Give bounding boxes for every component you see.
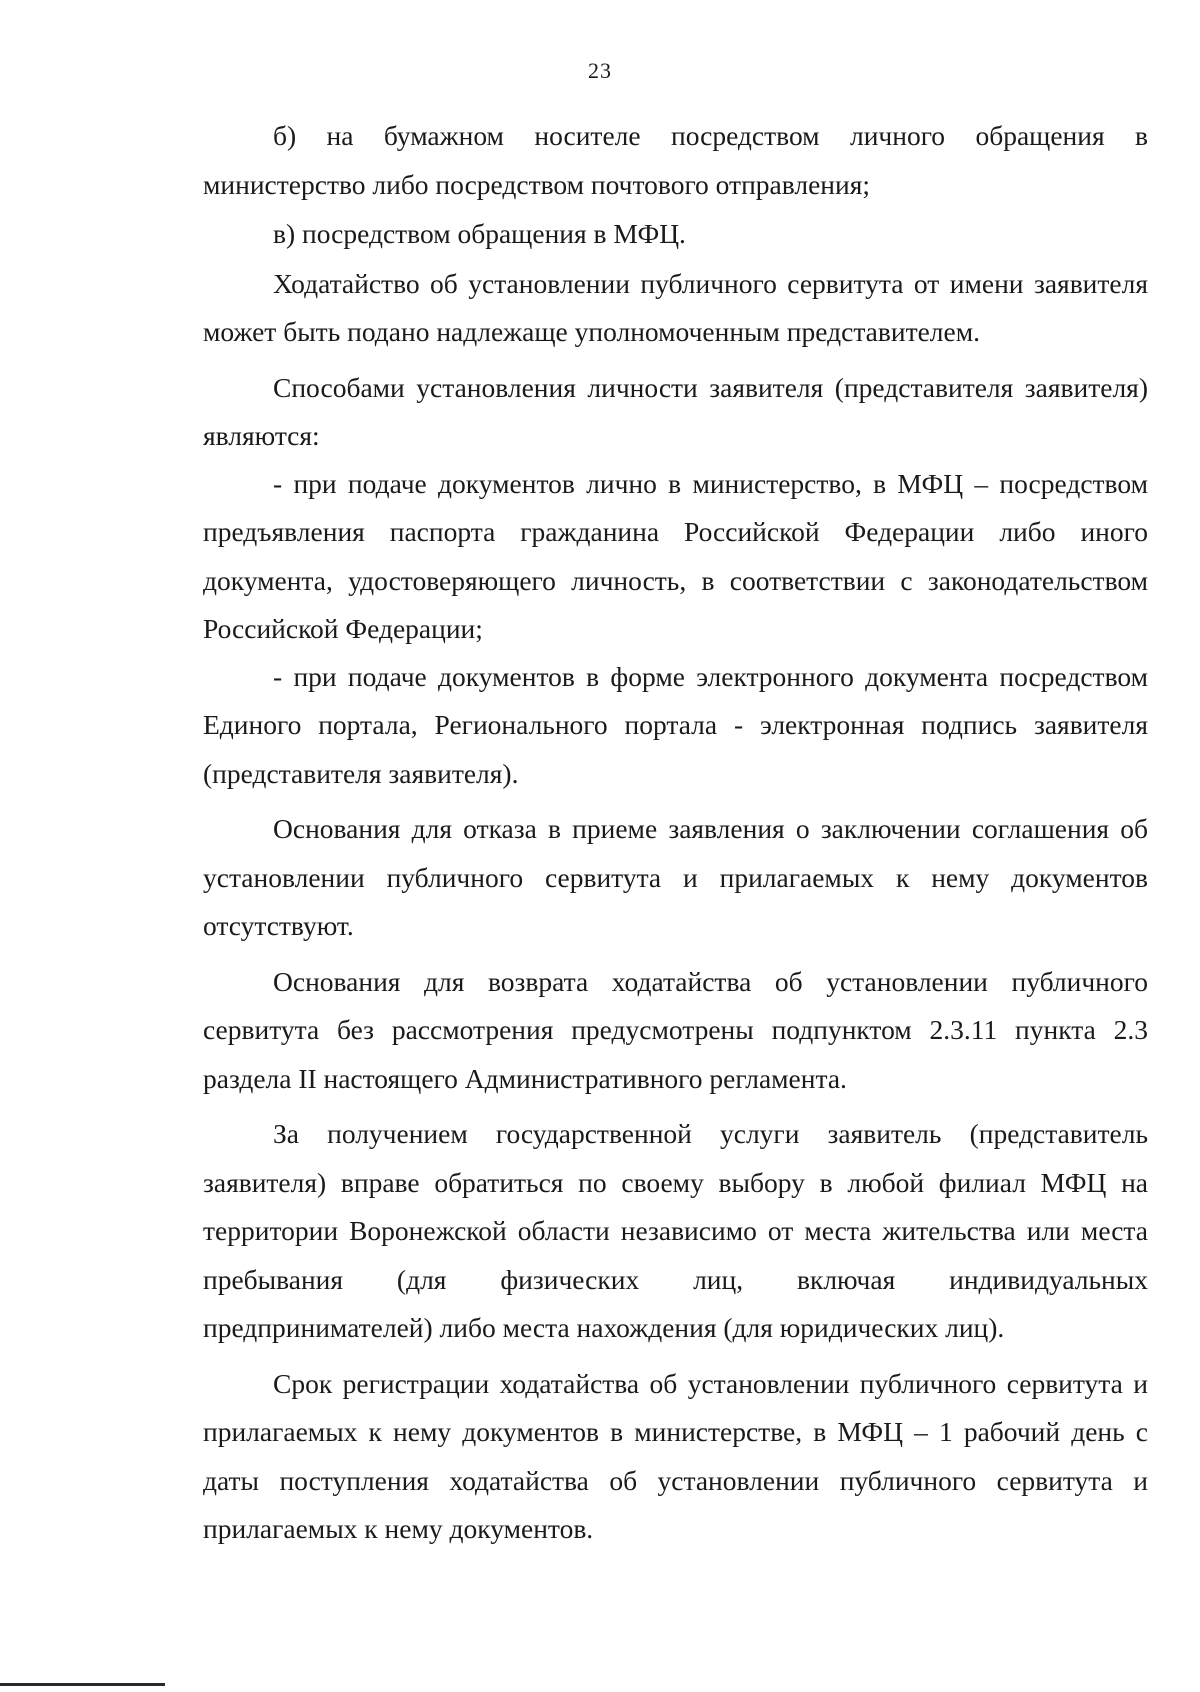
paragraph-mfc-branch-choice: За получением государственной услуги заявитель (представитель заявителя) вправе обратиться по своему выбору в любой филиал МФЦ на территории Воронежской области независимо от места жительства или места пребывания (для физических лиц, включая индивидуальных предпринимателей) либо места нахождения (для юридических лиц).	[203, 1118, 1148, 1343]
paragraph-representative: Ходатайство об установлении публичного сервитута от имени заявителя может быть подано надлежаще уполномоченным представителем.	[203, 267, 1148, 347]
paragraph-refusal-grounds: Основания для отказа в приеме заявления о заключении соглашения об установлении публичного сервитута и прилагаемых к нему документов отсутствуют.	[203, 813, 1148, 941]
paragraph-identification-in-person: - при подаче документов лично в министерство, в МФЦ – посредством предъявления паспорта гражданина Российской Федерации либо иного документа, удостоверяющего личность, в соответствии с законодательством Российской Федерации;	[203, 467, 1148, 644]
paragraph-submission-mfc: в) посредством обращения в МФЦ.	[273, 218, 686, 249]
paragraph-identification-methods: Способами установления личности заявителя (представителя заявителя) являются:	[203, 371, 1148, 451]
paragraph-return-grounds: Основания для возврата ходатайства об установлении публичного сервитута без рассмотрения предусмотрены подпунктом 2.3.11 пункта 2.3 раздела II настоящего Административного регламента.	[203, 965, 1148, 1094]
document-body	[203, 112, 1148, 1553]
paragraph-submission-paper: б) на бумажном носителе посредством личного обращения в министерство либо посредством почтового отправления;	[203, 120, 1148, 200]
footer-rule	[0, 1683, 165, 1686]
page-number: 23	[588, 58, 612, 83]
paragraph-identification-electronic: - при подаче документов в форме электронного документа посредством Единого портала, Регионального портала - электронная подпись заявителя (представителя заявителя).	[203, 660, 1148, 789]
paragraph-registration-term: Срок регистрации ходатайства об установлении публичного сервитута и прилагаемых к нему документов в министерстве, в МФЦ – 1 рабочий день с даты поступления ходатайства об установлении публичного сервитута и прилагаемых к нему документов.	[203, 1367, 1148, 1544]
